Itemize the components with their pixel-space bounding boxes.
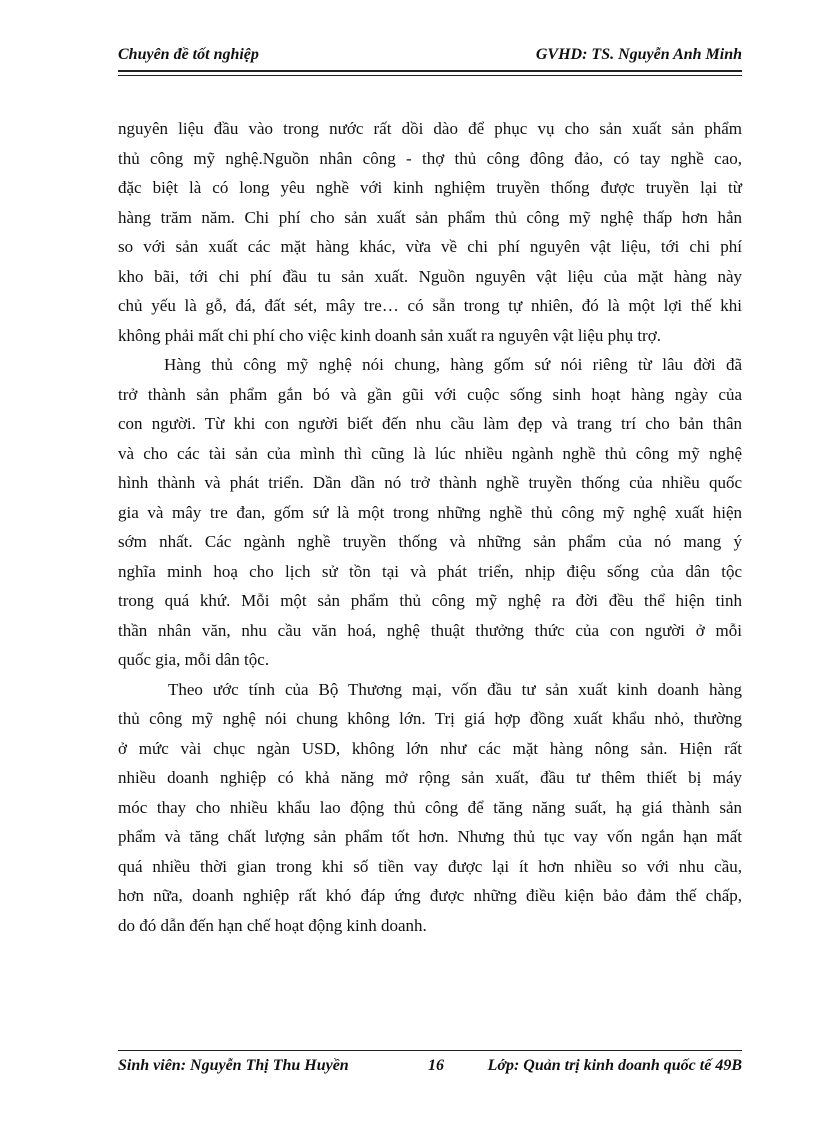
text-line: con người. Từ khi con người biết đến nhu cầu làm đẹp và trang trí cho bản thân [118, 414, 742, 433]
text-line: so với sản xuất các mặt hàng khác, vừa về chi phí nguyên vật liệu, tới chi phí [118, 237, 742, 256]
text-line: chủ yếu là gỗ, đá, đất sét, mây tre… có sẵn trong tự nhiên, đó là một lợi thế khi [118, 296, 742, 315]
text-line: do đó dẫn đến hạn chế hoạt động kinh doanh. [118, 915, 427, 935]
text-line: nhiều doanh nghiệp có khả năng mở rộng sản xuất, đầu tư thêm thiết bị máy [118, 768, 742, 787]
text-line: phẩm và tăng chất lượng sản phẩm tốt hơn. Nhưng thủ tục vay vốn ngắn hạn mất [118, 827, 742, 846]
text-line: hình thành và phát triển. Dần dần nó trở thành nghề truyền thống của nhiều quốc [118, 473, 742, 492]
text-line: thủ công mỹ nghệ nói chung không lớn. Trị giá hợp đồng xuất khẩu nhỏ, thường [118, 709, 742, 728]
text-line: sớm nhất. Các ngành nghề truyền thống và những sản phẩm của nó mang ý [118, 532, 742, 551]
text-line: nguyên liệu đầu vào trong nước rất dồi dào để phục vụ cho sản xuất sản phẩm [118, 119, 742, 138]
text-line: hơn nữa, doanh nghiệp rất khó đáp ứng được những điều kiện bảo đảm thế chấp, [118, 886, 742, 905]
header-document-type: Chuyên đề tốt nghiệp [118, 46, 259, 63]
text-line: quá nhiều thời gian trong khi số tiền vay được lại ít hơn nhiều so với nhu cầu, [118, 856, 742, 876]
page-number: 16 [428, 1057, 444, 1074]
text-line: đặc biệt là có long yêu nghề với kinh nghiệm truyền thống được truyền lại từ [118, 178, 742, 197]
text-line: quốc gia, mỗi dân tộc. [118, 650, 270, 669]
text-line: kho bãi, tới chi phí đầu tu sản xuất. Nguồn nguyên vật liệu của mặt hàng này [118, 266, 742, 286]
paragraph-1 [118, 114, 742, 350]
text-line: gia và mây tre đan, gốm sứ là một trong những nghề thủ công mỹ nghệ xuất hiện [118, 502, 742, 522]
paragraph-2 [118, 350, 742, 675]
text-line: nghĩa minh hoạ cho lịch sử tồn tại và phát triển, nhịp điệu sống của dân tộc [118, 561, 742, 581]
footer-class-name: Lớp: Quản trị kinh doanh quốc tế 49B [487, 1057, 742, 1074]
footer-student-name: Sinh viên: Nguyễn Thị Thu Huyền [118, 1057, 349, 1074]
text-line: móc thay cho nhiều khẩu lao động thủ công để tăng năng suất, hạ giá thành sản [118, 797, 742, 817]
text-line: trong quá khứ. Mỗi một sản phẩm thủ công mỹ nghệ ra đời đều thể hiện tinh [118, 591, 742, 610]
text-line: thần nhân văn, nhu cầu văn hoá, nghệ thuật thưởng thức của con người ở mỗi [118, 620, 742, 640]
page-header [118, 44, 742, 72]
document-body [118, 114, 742, 940]
page-footer [118, 1050, 742, 1081]
header-supervisor: GVHD: TS. Nguyễn Anh Minh [535, 46, 742, 63]
text-line: và cho các tài sản của mình thì cũng là lúc nhiều ngành nghề thủ công mỹ nghệ [118, 443, 742, 463]
text-line: không phải mất chi phí cho việc kinh doanh sản xuất ra nguyên vật liệu phụ trợ. [118, 325, 661, 345]
text-line: thủ công mỹ nghệ.Nguồn nhân công - thợ thủ công đông đảo, có tay nghề cao, [118, 148, 742, 168]
text-line: Theo ước tính của Bộ Thương mại, vốn đầu tư sản xuất kinh doanh hàng [168, 679, 742, 699]
paragraph-3 [118, 675, 742, 941]
text-line: ở mức vài chục ngàn USD, không lớn như các mặt hàng nông sản. Hiện rất [118, 738, 742, 758]
text-line: trở thành sản phẩm gắn bó và gần gũi với cuộc sống sinh hoạt hàng ngày của [118, 384, 742, 404]
text-line: Hàng thủ công mỹ nghệ nói chung, hàng gốm sứ nói riêng từ lâu đời đã [164, 355, 742, 374]
text-line: hàng trăm năm. Chi phí cho sản xuất sản phẩm thủ công mỹ nghệ thấp hơn hẳn [118, 207, 742, 227]
